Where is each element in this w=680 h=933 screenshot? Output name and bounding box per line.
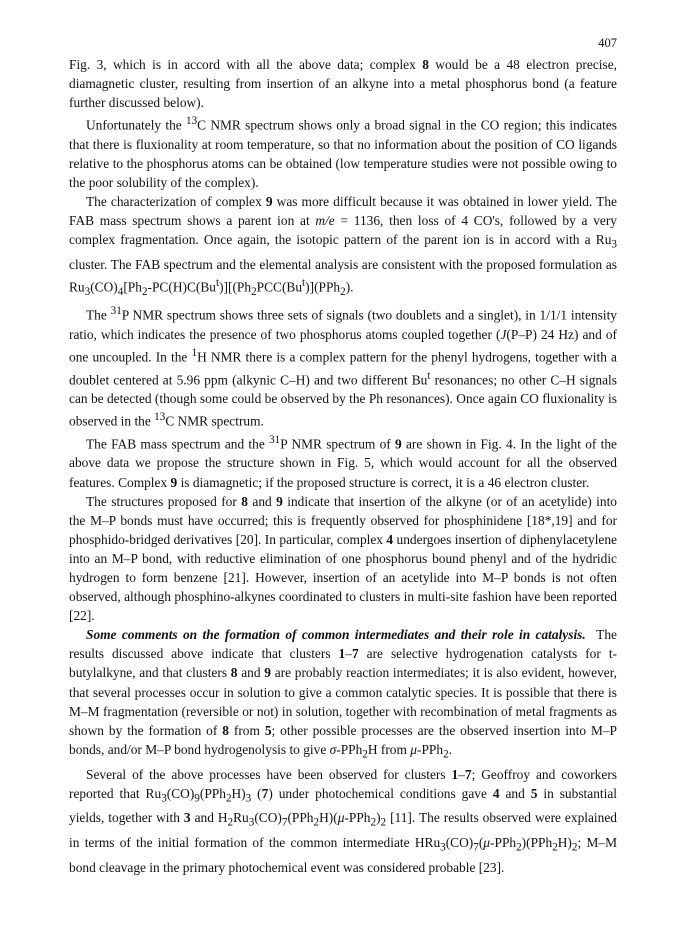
body-text [69,55,617,877]
paragraph: The structures proposed for 8 and 9 indicate that insertion of the alkyne (or of an acetylide) into the M–P bonds must have occurred; this is frequently observed for phosphinidene [18*,19] and for phosphido-bridged derivatives [20]. In particular, complex 4 undergoes insertion of diphenylacetylene into an M–P bond, with reductive elimination of one phosphorus bound phenyl and of the hydridic hydrogen to form benzene [21]. However, insertion of an acetylide into M–P bonds is not often observed, although phosphino-alkynes coordinated to clusters in multi-site fashion have been reported [22]. [69,493,617,624]
paragraph: Fig. 3, which is in accord with all the above data; complex 8 would be a 48 electron precise, diamagnetic cluster, resulting from insertion of an alkyne into a metal phosphorus bond (a feature further discussed below). [69,57,617,111]
paragraph: Several of the above processes have been observed for clusters 1–7; Geoffroy and coworkers reported that $Ru_3(CO)_9(PPh_2H)_3$ (7) under photochemical conditions gave 4 and 5 in substantial yields, together with 3 and $H_2Ru_3(CO)_7(PPh_2H)(\mu-PPh_2)_2$ [11]. The results observed were explained in terms of the initial formation of the common intermediate $HRu_3(CO)_7(\mu-PPh_2)(PPh_2H)_2$; M–M bond cleavage in the primary photochemical event was considered probable [23]. [69,766,617,875]
paragraph: Unfortunately the $^{13}$C NMR spectrum shows only a broad signal in the CO region; this indicates that there is fluxionality at room temperature, so that no information about the position of CO ligands relative to the phosphorus atoms can be obtained (low temperature studies were not possible owing to the poor solubility of the complex). [69,115,618,191]
paragraph: The characterization of complex 9 was more difficult because it was obtained in lower yield. The FAB mass spectrum shows a parent ion at m/e = 1136, then loss of 4 CO's, followed by a very complex fragmentation. Once again, the isotopic pattern of the parent ion is in accord with a $Ru_3$ cluster. The FAB spectrum and the elemental analysis are consistent with the proposed formulation as $Ru_3(CO)_4[Ph_2-PC(H)C(Bu^t)][(Ph_2PCC(Bu^t)](PPh_2)$. [69,194,617,299]
paragraph: Some comments on the formation of common intermediates and their role in catalysis. The results discussed above indicate that clusters 1–7 are selective hydrogenation catalysts for t-butylalkyne, and that clusters 8 and 9 are probably reaction intermediates; it is also evident, however, that several processes occur in solution to give a common catalytic species. It is possible that there is M–M fragmentation (reversible or not) in solution, together with recombination of metal fragments as shown by the formation of 8 from 5; other possible processes are the observed insertion into M–P bonds, and/or M–P bond hydrogenolysis to give σ-PPh$_2$H from μ-PPh$_2$. [69,627,618,761]
page-number: 407 [598,36,617,50]
paragraph: The $^{31}$P NMR spectrum shows three sets of signals (two doublets and a singlet), in 1/1/1 intensity ratio, which indicates the presence of two phosphorus atoms coupled together (J(P–P) 24 Hz) and of one uncoupled. In the $^1$H NMR there is a complex pattern for the phenyl hydrogens, together with a doublet centered at 5.96 ppm (alkynic C–H) and two different Bu$^t$ resonances; no other C–H signals can be detected (though some could be observed by the Ph resonances). Once again CO fluxionality is observed in the $^{13}$C NMR spectrum. [69,305,617,429]
paragraph: The FAB mass spectrum and the $^{31}$P NMR spectrum of 9 are shown in Fig. 4. In the light of the above data we propose the structure shown in Fig. 5, which would account for all the observed features. Complex 9 is diamagnetic; if the proposed structure is correct, it is a 46 electron cluster. [69,433,617,490]
